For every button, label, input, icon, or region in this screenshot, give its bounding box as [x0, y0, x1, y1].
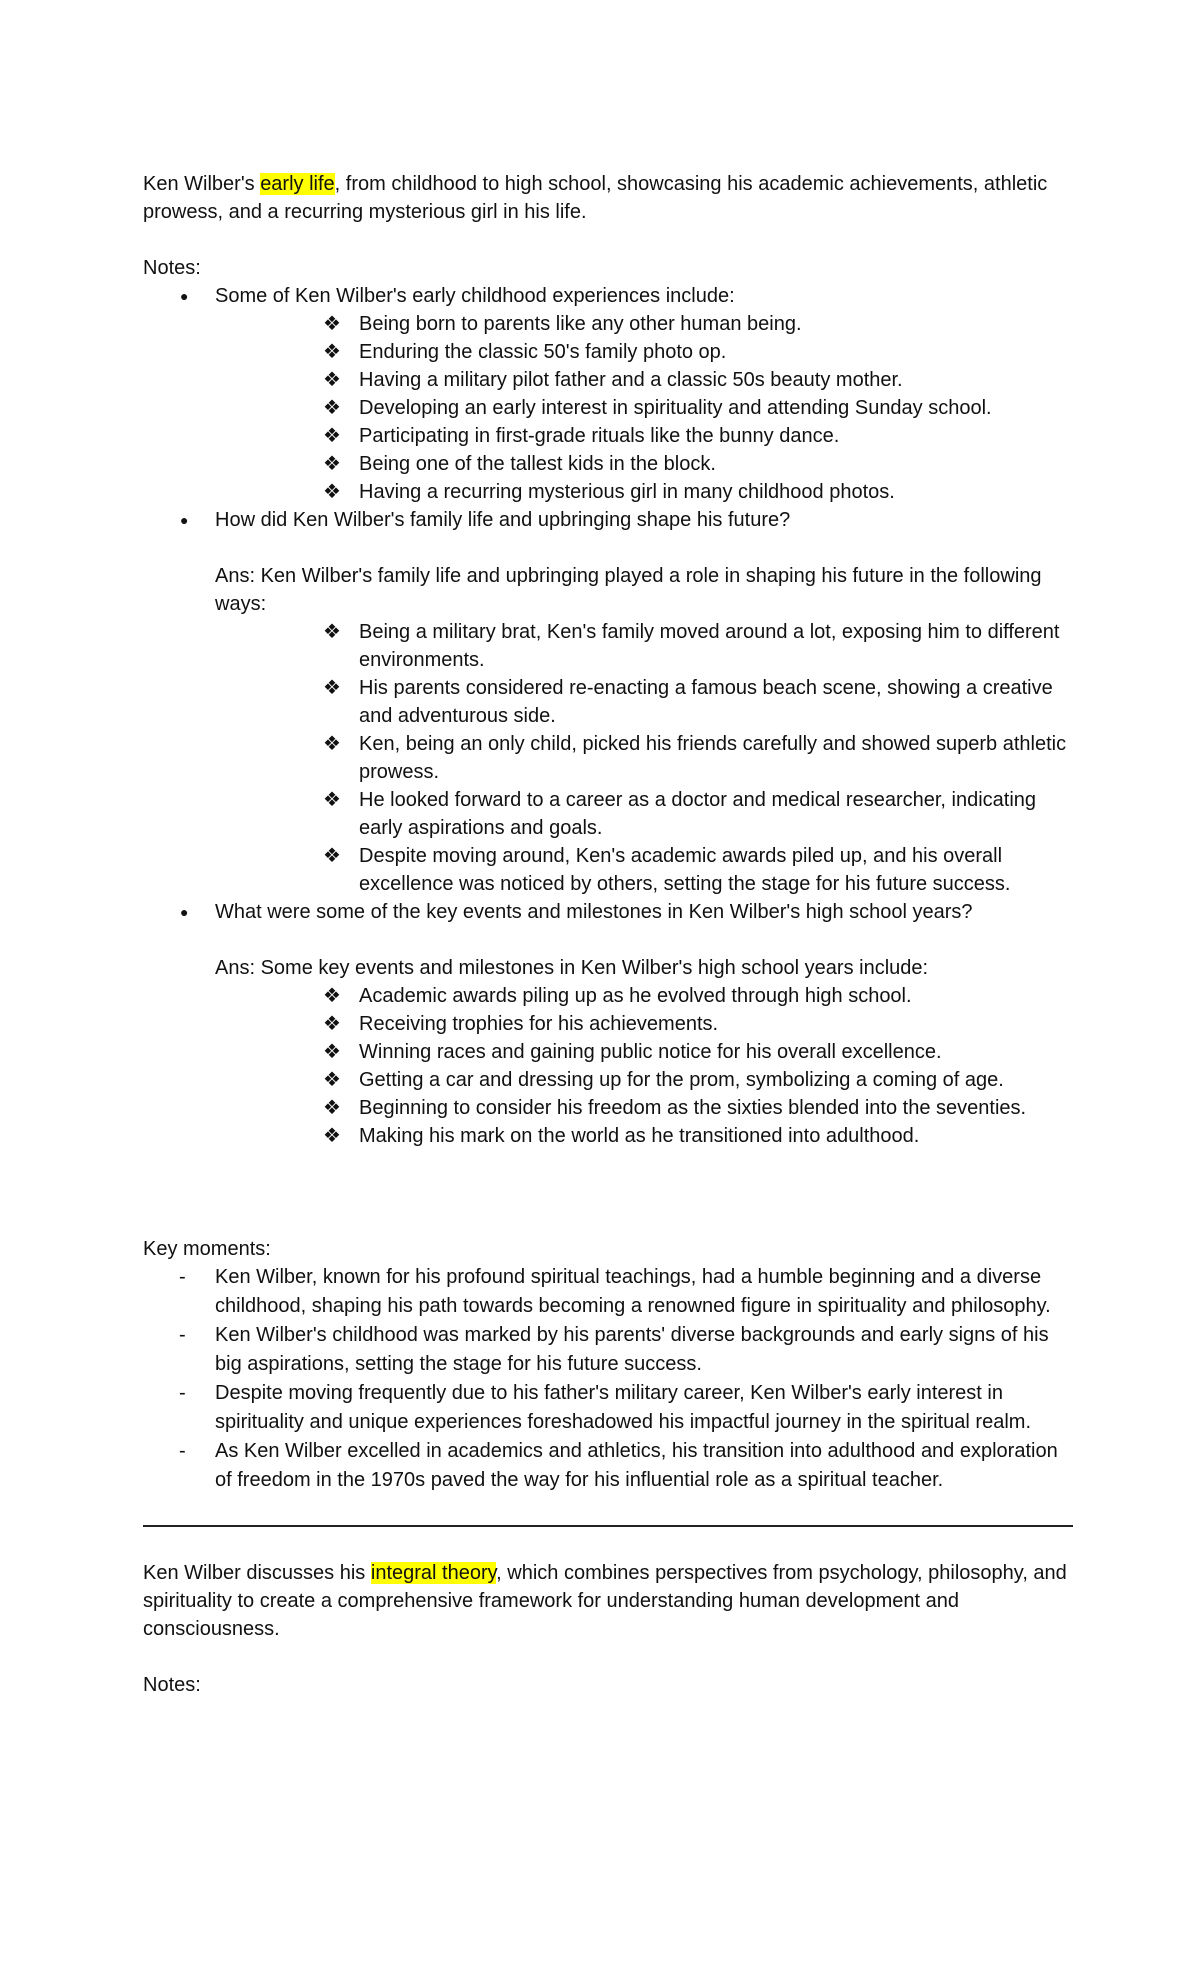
notes-label: Notes: [143, 1674, 201, 1696]
key-moments-label: Key moments: [143, 1238, 271, 1260]
note-question: Some of Ken Wilber's early childhood experiences include: [215, 285, 735, 307]
note-bullet [143, 282, 1073, 506]
sub-list [215, 618, 1073, 898]
sub-list [215, 982, 1073, 1150]
notes-label: Notes: [143, 257, 201, 279]
document-body [143, 170, 1073, 1699]
list-item: ❖ Winning races and gaining public notice for his overall excellence. [215, 1038, 1073, 1066]
list-item: ❖ Enduring the classic 50's family photo op. [215, 338, 1073, 366]
note-question: How did Ken Wilber's family life and upbringing shape his future? [215, 509, 791, 531]
list-item: ❖ Developing an early interest in spirituality and attending Sunday school. [215, 394, 1073, 422]
list-item: ❖ He looked forward to a career as a doctor and medical researcher, indicating early aspirations and goals. [215, 786, 1073, 842]
answer-text: Ans: Some key events and milestones in Ken Wilber's high school years include: [215, 957, 929, 979]
intro-text: Ken Wilber's [143, 173, 261, 195]
intro-text: , from childhood to high school, showcasing his academic achievements, athletic prowess, and a recurring mysterious girl in his life. [143, 173, 1048, 223]
sub-list [215, 310, 1073, 506]
list-item: ❖ Getting a car and dressing up for the prom, symbolizing a coming of age. [215, 1066, 1073, 1094]
note-question: What were some of the key events and milestones in Ken Wilber's high school years? [215, 901, 973, 923]
list-item: ❖ Having a recurring mysterious girl in many childhood photos. [215, 478, 1073, 506]
highlighted-term: early life [260, 173, 335, 195]
note-bullet [143, 898, 1073, 1150]
answer-text: Ans: Ken Wilber's family life and upbringing played a role in shaping his future in the following ways: [215, 565, 1042, 615]
key-moments-list [143, 1263, 1073, 1495]
intro-text: Ken Wilber discusses his [143, 1562, 371, 1584]
key-moment-item: - Ken Wilber, known for his profound spiritual teachings, had a humble beginning and a diverse childhood, shaping his path towards becoming a renowned figure in spirituality and philosophy. [143, 1263, 1073, 1321]
key-moment-item: - Despite moving frequently due to his father's military career, Ken Wilber's early interest in spirituality and unique experiences foreshadowed his impactful journey in the spiritual realm. [143, 1379, 1073, 1437]
list-item: ❖ Making his mark on the world as he transitioned into adulthood. [215, 1122, 1073, 1150]
section1-intro [143, 170, 1073, 226]
list-item: ❖ Despite moving around, Ken's academic awards piled up, and his overall excellence was noticed by others, setting the stage for his future success. [215, 842, 1073, 898]
list-item: ❖ Being one of the tallest kids in the block. [215, 450, 1073, 478]
key-moment-item: - As Ken Wilber excelled in academics and athletics, his transition into adulthood and exploration of freedom in the 1970s paved the way for his influential role as a spiritual teacher. [143, 1437, 1073, 1495]
intro-text: , which combines perspectives from psychology, philosophy, and spirituality to create a comprehensive framework for understanding human development and consciousness. [143, 1562, 1067, 1640]
section2-intro [143, 1559, 1073, 1643]
notes-list [143, 282, 1073, 1150]
list-item: ❖ Participating in first-grade rituals like the bunny dance. [215, 422, 1073, 450]
list-item: ❖ Being born to parents like any other human being. [215, 310, 1073, 338]
note-bullet [143, 506, 1073, 898]
list-item: ❖ Academic awards piling up as he evolved through high school. [215, 982, 1073, 1010]
list-item: ❖ Beginning to consider his freedom as the sixties blended into the seventies. [215, 1094, 1073, 1122]
highlighted-term: integral theory [370, 1562, 497, 1584]
list-item: ❖ His parents considered re-enacting a famous beach scene, showing a creative and adventurous side. [215, 674, 1073, 730]
list-item: ❖ Ken, being an only child, picked his friends carefully and showed superb athletic prowess. [215, 730, 1073, 786]
key-moment-item: - Ken Wilber's childhood was marked by his parents' diverse backgrounds and early signs of his big aspirations, setting the stage for his future success. [143, 1321, 1073, 1379]
list-item: ❖ Receiving trophies for his achievements. [215, 1010, 1073, 1038]
horizontal-divider [143, 1525, 1073, 1527]
list-item: ❖ Being a military brat, Ken's family moved around a lot, exposing him to different environments. [215, 618, 1073, 674]
list-item: ❖ Having a military pilot father and a classic 50s beauty mother. [215, 366, 1073, 394]
